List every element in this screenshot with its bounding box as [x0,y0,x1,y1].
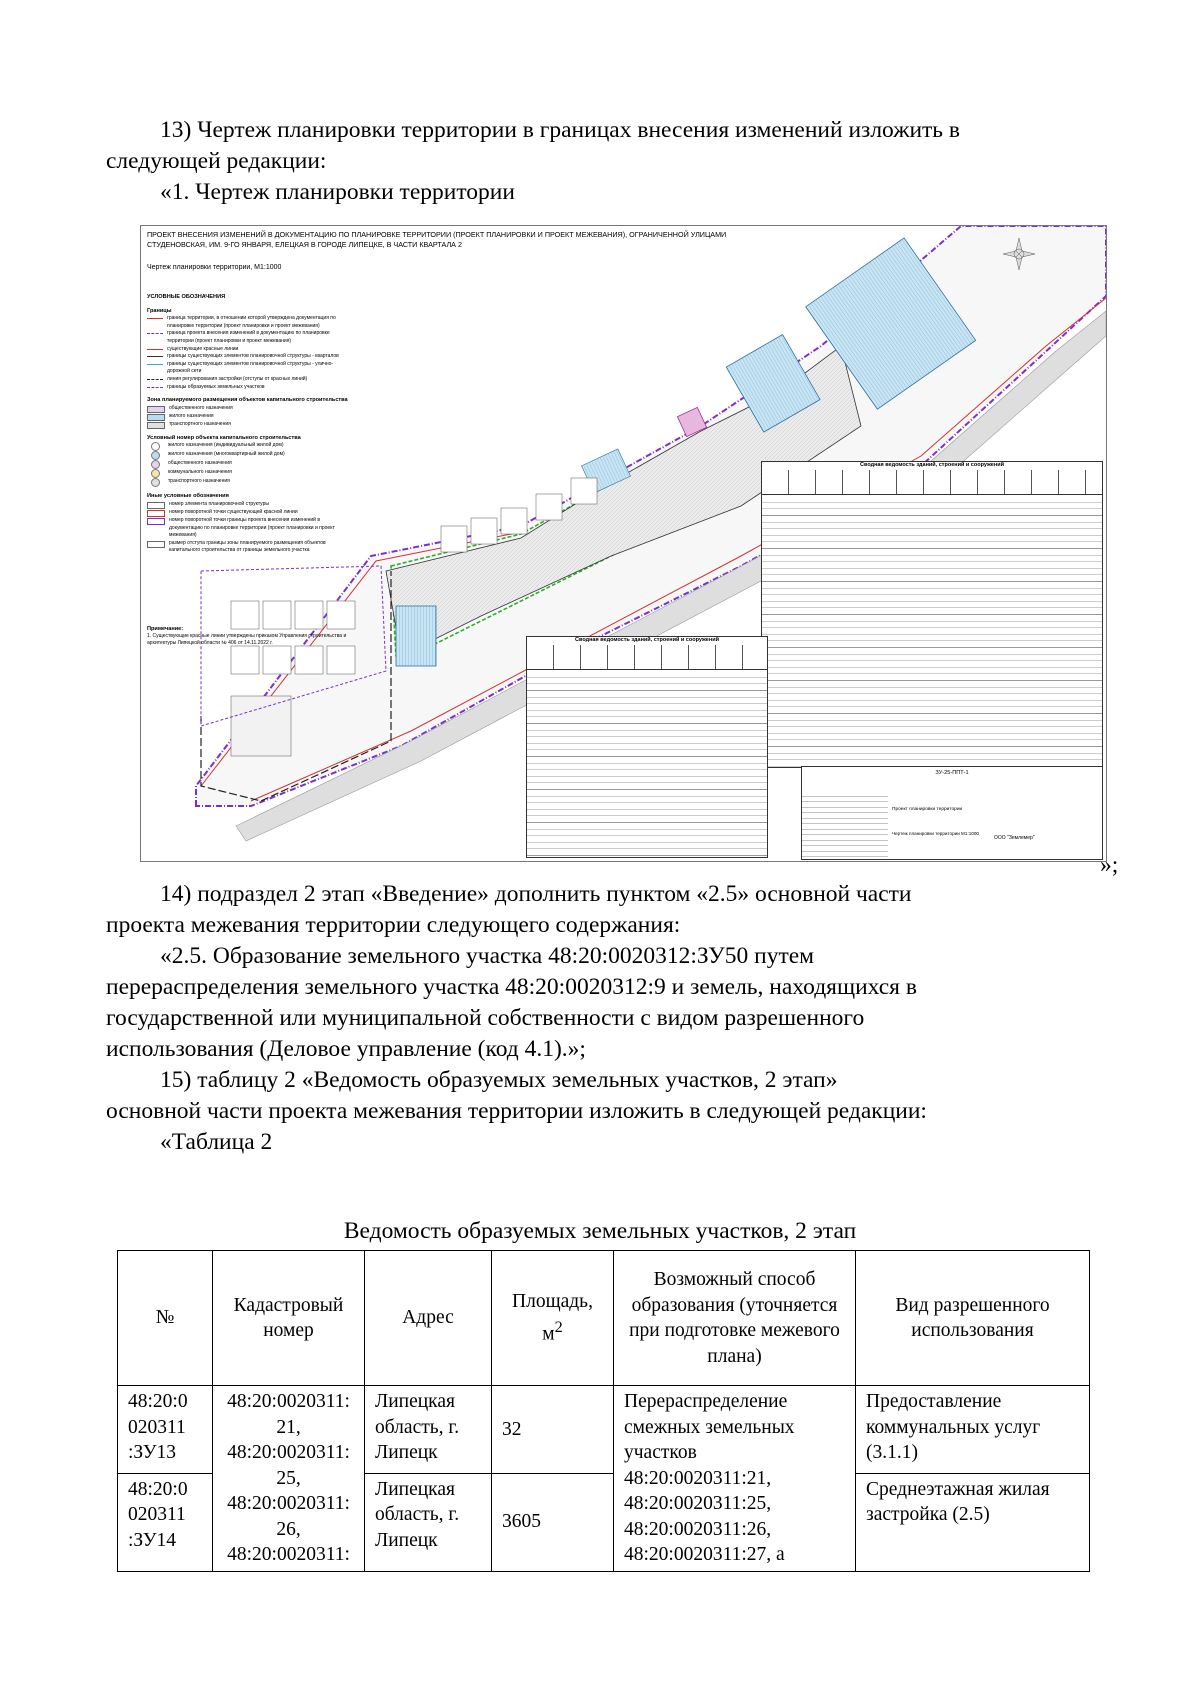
legend-number-item: коммунального назначения [147,469,352,478]
title-stamp [801,766,1103,860]
summary-table-2-caption: Сводная ведомость зданий, строений и сооружений [575,637,719,643]
map-subtitle: Чертеж планировки территории, М1:1000 [147,264,282,271]
table-header-row [118,1251,1090,1386]
cell-use: Предоставление коммунальных услуг (3.1.1) [856,1386,1090,1474]
header-area: Площадь, $м^2$ [492,1251,614,1386]
cell-area: 32 [492,1386,614,1474]
para14-line6: использования (Деловое управление (код 4.1).»; [106,1036,586,1062]
cell-address: Липецкая область, г. Липецк [365,1386,492,1474]
para13-line2: следующей редакции: [106,148,327,174]
cell-cadastral: 48:20:0020311: 21, 48:20:0020311: 25, 48:20:0020311: 26, 48:20:0020311: [213,1386,365,1572]
para15-line3: «Таблица 2 [160,1129,273,1155]
legend-border-item: существующие красные линии [147,346,352,354]
map-legend [147,288,352,555]
legend-border-item: границы образуемых земельных участков [147,384,352,392]
legend-zone-item: жилого назначения [147,413,352,421]
legend-other-item: номер элемента планировочной структуры [147,501,352,509]
map-title: ПРОЕКТ ВНЕСЕНИЯ ИЗМЕНЕНИЙ В ДОКУМЕНТАЦИЮ ПО ПЛАНИРОВКЕ ТЕРРИТОРИИ (ПРОЕКТ ПЛАНИРОВКИ И ПРОЕКТ МЕЖЕВАНИЯ), ОГРАНИЧЕННОЙ УЛИЦАМИ СТУДЕНОВСКАЯ, ИМ. 9-ГО ЯНВАРЯ, ЕЛЕЦКАЯ В ГОРОДЕ ЛИПЕЦКЕ, В ЧАСТИ КВАРТАЛА 2 [147,230,727,249]
cell-use: Среднеэтажная жилая застройка (2.5) [856,1473,1090,1571]
table-caption: Ведомость образуемых земельных участков, 2 этап [343,1218,857,1244]
cell-num: 48:20:0 020311 :ЗУ14 [118,1473,213,1571]
cell-method-bottom: 48:20:0020311:21, 48:20:0020311:25, 48:20:0020311:26, 48:20:0020311:27, а [624,1467,785,1565]
legend-number-item: общественного назначения [147,460,352,469]
legend-other-title: Иные условные обозначения [147,493,229,500]
legend-borders-title: Границы [147,307,172,314]
para15-line1: 15) таблицу 2 «Ведомость образуемых земельных участков, 2 этап» [160,1067,838,1093]
legend-other-item: размер отступа границы зоны планируемого размещения объектов капитального строительства от границы земельного участка [147,540,352,555]
legend-numbers-title: Условный номер объекта капитального строительства [147,434,301,441]
note-text: 1. Существующие красные линии утверждены приказом Управления строительства и архитектуры Липецкой области № 406 от 14.11.2022 г. [147,633,347,646]
table-row [118,1386,1090,1474]
summary-table-2 [526,636,768,858]
header-method: Возможный способ образования (уточняется при подготовке межевого плана) [614,1251,856,1386]
legend-other-item: номер поворотной точки границы проекта внесения изменений в документацию по планировке территории (проект планировки и проект межевания) [147,517,352,540]
stamp-code: ЗУ-25-ППТ-1 [935,770,969,776]
legend-other-item: номер поворотной точки существующей красной линии [147,509,352,517]
header-num: № [118,1251,213,1386]
legend-border-item: граница проекта внесения изменений в документацию по планировке территории (проект планировки и проект межевания) [147,330,352,345]
legend-border-item: линия регулирования застройки (отступы от красных линий) [147,376,352,384]
cell-num: 48:20:0 020311 :ЗУ13 [118,1386,213,1474]
header-use: Вид разрешенного использования [856,1251,1090,1386]
cell-address: Липецкая область, г. Липецк [365,1473,492,1571]
summary-table-1 [761,461,1103,768]
para14-line1: 14) подраздел 2 этап «Введение» дополнить пунктом «2.5» основной части [160,881,912,907]
legend-border-item: граница территории, в отношении которой утверждена документация по планировке территории (проект планировки и проект межевания) [147,315,352,330]
header-cadastral: Кадастровый номер [213,1251,365,1386]
legend-number-item: жилого назначения (многоквартирный жилой дом) [147,451,352,460]
header-address: Адрес [365,1251,492,1386]
para13-line1: 13) Чертеж планировки территории в границах внесения изменений изложить в [160,117,960,143]
stamp-sheet: Чертеж планировки территории М1:1000 [892,831,979,836]
stamp-company: ООО "Землемер" [994,835,1035,841]
map-note [147,626,357,647]
building-sw [396,606,436,666]
legend-border-item: границы существующих элементов планировочной структуры - улично-дорожной сети [147,361,352,376]
planning-map [140,225,1107,862]
para14-line2: проекта межевания территории следующего содержания: [106,912,681,938]
cell-method-top: Перераспределение смежных земельных участков [624,1391,795,1463]
summary-table-1-caption: Сводная ведомость зданий, строений и сооружений [860,462,1004,468]
plots-table [117,1250,1090,1572]
cell-area: 3605 [492,1473,614,1571]
legend-zone-item: общественного назначения [147,405,352,413]
cell-method [614,1386,856,1572]
note-title: Примечание: [147,626,184,632]
para14-line3: «2.5. Образование земельного участка 48:20:0020312:ЗУ50 путем [160,943,815,969]
legend-border-item: границы существующих элементов планировочной структуры - кварталов [147,353,352,361]
para13-line3: «1. Чертеж планировки территории [160,179,515,205]
legend-zones-title: Зона планируемого размещения объектов капитального строительства [147,397,348,404]
map-quote-end: »; [1100,852,1119,878]
legend-number-item: транспортного назначения [147,478,352,487]
legend-number-item: жилого назначения (индивидуальный жилой дом) [147,442,352,451]
stamp-title: Проект планировки территории [892,807,963,812]
legend-zone-item: транспортного назначения [147,421,352,429]
para14-line5: государственной или муниципальной собственности с видом разрешенного [106,1005,865,1031]
para15-line2: основной части проекта межевания территории изложить в следующей редакции: [106,1098,927,1124]
para14-line4: перераспределения земельного участка 48:20:0020312:9 и земель, находящихся в [106,974,917,1000]
legend-title: УСЛОВНЫЕ ОБОЗНАЧЕНИЯ [147,294,226,300]
